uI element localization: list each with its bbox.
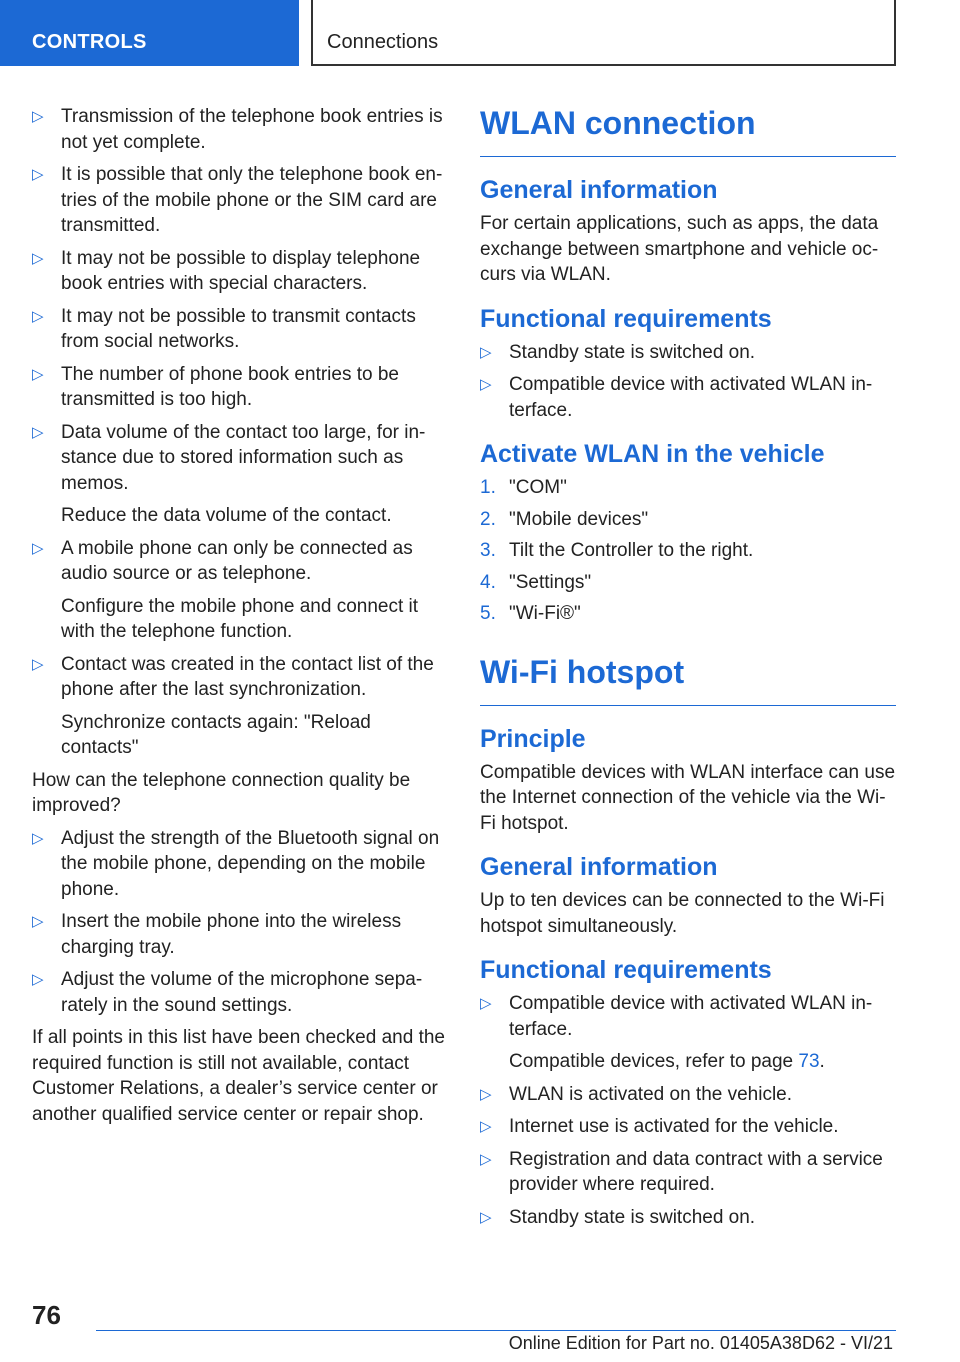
triangle-bullet-icon: ▷ [32, 166, 44, 183]
triangle-bullet-icon: ▷ [32, 539, 44, 557]
section-tab: CONTROLS [0, 0, 299, 66]
triangle-bullet-icon: ▷ [480, 1118, 492, 1135]
list-item: ▷ Adjust the strength of the Bluetooth signal on the mobile phone, depending on the mobile phone. [32, 827, 440, 900]
hotspot-general-heading: General information [480, 853, 718, 881]
step-item: 3. Tilt the Controller to the right. [480, 538, 896, 564]
list-item: ▷ It may not be possible to display telephone book entries with special characters. [32, 247, 421, 294]
wlan-general-heading: General information [480, 176, 718, 204]
step-item: 5. "Wi-Fi®" [480, 601, 896, 627]
hotspot-section-title: Wi-Fi hotspot [480, 653, 896, 706]
list-item: ▷ Data volume of the contact too large, for in-stance due to stored information such as memos. [32, 421, 426, 494]
triangle-bullet-icon: ▷ [32, 365, 44, 383]
list-item: ▷ The number of phone book entries to be transmitted is too high. [32, 363, 400, 410]
step-item: 4. "Settings" [480, 570, 896, 596]
triangle-bullet-icon: ▷ [480, 1208, 492, 1226]
step-number: 1. [480, 477, 496, 498]
list-item: ▷ Contact was created in the contact list of the phone after the last synchronization. [32, 653, 434, 700]
triangle-bullet-icon: ▷ [32, 655, 44, 673]
list-item: ▷ Adjust the volume of the microphone sepa-rately in the sound settings. [32, 969, 423, 1016]
wlan-activate-heading: Activate WLAN in the vehicle [480, 440, 825, 468]
page-header [0, 0, 960, 66]
triangle-bullet-icon: ▷ [32, 307, 44, 325]
footer-divider [96, 1330, 896, 1331]
list-item: ▷ Internet use is activated for the vehicle. [480, 1114, 896, 1140]
right-column [480, 104, 896, 1237]
triangle-bullet-icon: ▷ [480, 1150, 492, 1168]
list-item-note: Synchronize contacts again: "Reload contacts" [61, 711, 371, 758]
list-item: ▷ Standby state is switched on. [480, 340, 896, 366]
hotspot-general-text: Up to ten devices can be connected to the Wi-Fi hotspot simultaneously. [480, 890, 885, 937]
list-item: ▷ It may not be possible to transmit contacts from social networks. [32, 305, 416, 352]
left-column [32, 104, 450, 1134]
list-item-note: Compatible devices, refer to page 73. [509, 1051, 825, 1072]
triangle-bullet-icon: ▷ [32, 829, 44, 847]
triangle-bullet-icon: ▷ [480, 343, 492, 361]
step-item: 2. "Mobile devices" [480, 507, 896, 533]
step-number: 5. [480, 603, 496, 624]
page-reference-link[interactable]: 73 [798, 1051, 820, 1072]
list-item: ▷ Registration and data contract with a service provider where required. [480, 1148, 883, 1195]
triangle-bullet-icon: ▷ [480, 1085, 492, 1103]
step-number: 3. [480, 540, 496, 561]
triangle-bullet-icon: ▷ [480, 995, 492, 1012]
list-item: ▷ Compatible device with activated WLAN in-terface. [480, 993, 873, 1040]
triangle-bullet-icon: ▷ [32, 249, 44, 267]
list-item: ▷ Compatible device with activated WLAN in-terface. [480, 374, 873, 421]
list-item-note: Reduce the data volume of the contact. [61, 505, 392, 526]
wlan-general-text: For certain applications, such as apps, the data exchange between smartphone and vehicle oc-curs via WLAN. [480, 213, 879, 285]
list-item: ▷ A mobile phone can only be connected as audio source or as telephone. [32, 537, 413, 584]
hotspot-principle-text: Compatible devices with WLAN interface can use the Internet connection of the vehicle via the Wi-Fi hotspot. [480, 761, 896, 834]
closing-paragraph: If all points in this list have been checked and the required function is still not available, contact Customer Relations, a dealer’s service center or another qualified service center or repair shop. [32, 1027, 445, 1125]
step-number: 4. [480, 571, 496, 593]
list-item: ▷ It is possible that only the telephone book en-tries of the mobile phone or the SIM card are transmitted. [32, 164, 443, 236]
question-paragraph: How can the telephone connection quality be improved? [32, 769, 411, 816]
page-number: 76 [32, 1300, 61, 1330]
triangle-bullet-icon: ▷ [32, 108, 44, 125]
chapter-title: Connections [311, 0, 896, 66]
list-item: ▷ Standby state is switched on. [480, 1205, 896, 1231]
triangle-bullet-icon: ▷ [32, 423, 44, 441]
footer-edition: Online Edition for Part no. 01405A38D62 - VI/21 [508, 1333, 893, 1353]
triangle-bullet-icon: ▷ [480, 376, 492, 393]
hotspot-principle-heading: Principle [480, 724, 586, 753]
triangle-bullet-icon: ▷ [32, 971, 44, 988]
list-item: ▷ WLAN is activated on the vehicle. [480, 1082, 896, 1108]
list-item: ▷ Insert the mobile phone into the wireless charging tray. [32, 911, 402, 958]
wlan-requirements-heading: Functional requirements [480, 304, 772, 333]
hotspot-requirements-heading: Functional requirements [480, 956, 772, 984]
wlan-section-title: WLAN connection [480, 104, 896, 157]
step-item: 1. "COM" [480, 475, 896, 501]
step-number: 2. [480, 508, 496, 530]
list-item: ▷ Transmission of the telephone book entries is not yet complete. [32, 106, 443, 153]
triangle-bullet-icon: ▷ [32, 913, 44, 930]
list-item-note: Configure the mobile phone and connect it with the telephone function. [61, 595, 419, 642]
